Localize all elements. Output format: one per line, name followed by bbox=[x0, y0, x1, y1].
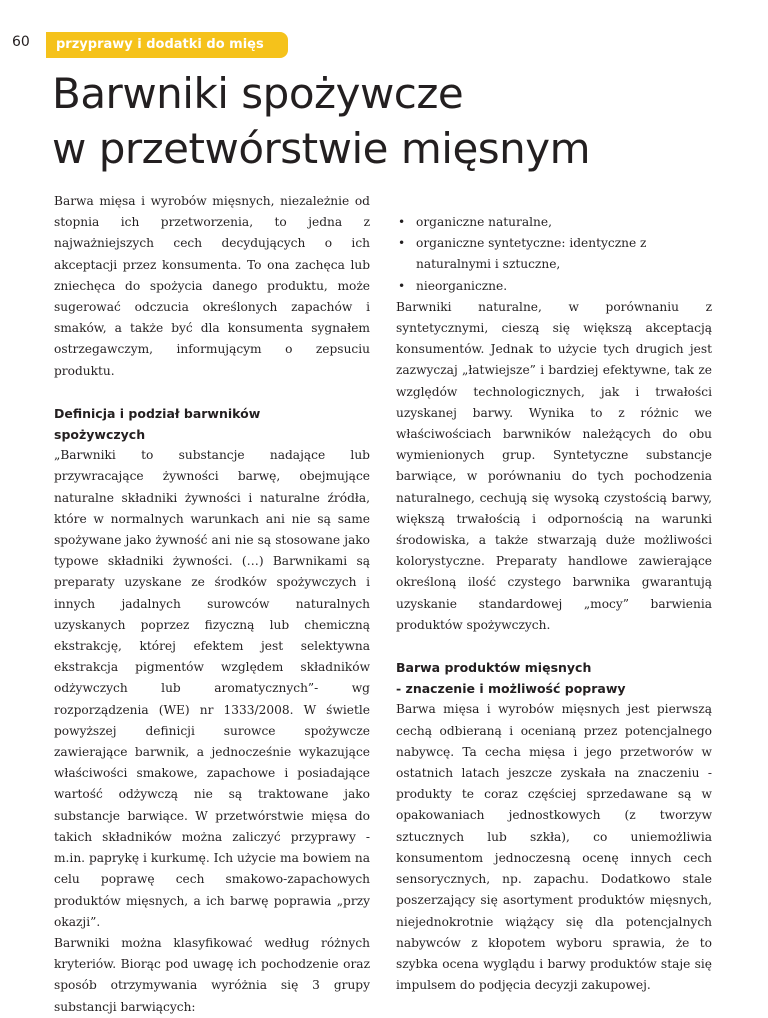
intro-paragraph: Barwa mięsa i wyrobów mięsnych, niezależnie od stopnia ich przetworzenia, to jedna z najważniejszych cech decydujących o ich akceptacji przez konsumenta. To ona zachęca lub zniechęca do spożycia danego produktu, może sugerować odczucia określonych zapachów i smaków, a także być dla konsumenta sygnałem ostrzegawczym, informującym o zepsuciu produktu. bbox=[54, 194, 370, 378]
section1-heading-line1: Definicja i podział barwników bbox=[54, 405, 261, 421]
section2-heading-line2: - znaczenie i możliwość poprawy bbox=[396, 681, 626, 697]
article-title bbox=[52, 66, 732, 176]
bullet-list bbox=[396, 212, 712, 297]
definition-paragraph: „Barwniki to substancje nadające lub przywracające żywności barwę, obejmujące naturalne składniki żywności i naturalne źródła, które w normalnych warunkach ani nie są same spożywane jako żywność ani nie są stosowane jako typowe składniki żywności. (…) Barwnikami są preparaty uzyskane ze środków spożywczych i innych jadalnych surowców naturalnych uzyskanych poprzez fizyczną lub chemiczną ekstrakcję, której efektem jest selektywna ekstrakcja pigmentów względem składników odżywczych lub aromatycznych”- wg rozporządzenia (WE) nr 1333/2008. W świetle powyższej definicji surowce spożywcze zawierające barwnik, a jednocześnie wykazujące właściwości smakowe, zapachowe i posiadające wartość odżywczą nie są traktowane jako substancje barwiące. W przetwórstwie mięsa do takich składników można zaliczyć przyprawy - m.in. paprykę i kurkumę. Ich użycie ma bowiem na celu poprawę cech smakowo-zapachowych produktów mięsnych, a ich barwę poprawia „przy okazji”. bbox=[54, 448, 370, 929]
list-item: • organiczne syntetyczne: identyczne z naturalnymi i sztuczne, bbox=[396, 233, 712, 275]
natural-vs-synthetic-paragraph: Barwniki naturalne, w porównaniu z syntetycznymi, cieszą się większą akceptacją konsumentów. Jednak to użycie tych drugich jest zazwyczaj „łatwiejsze” i bardziej efektywne, tak ze względów technologicznych, jak i trwałości uzyskanej barwy. Wynika to z różnic we właściwościach barwników należących do obu wymienionych grup. Syntetyczne substancje barwiące, w porównaniu do tych pochodzenia naturalnego, cechują się wysoką czystością barwy, większą trwałością i odpornością na warunki środowiska, a także stwarzają duże możliwości kolorystyczne. Preparaty handlowe zawierające określoną ilość czystego barwnika gwarantują uzyskanie standardowej „mocy” barwienia produktów spożywczych. bbox=[396, 299, 712, 632]
classification-paragraph: Barwniki można klasyfikować według różnych kryteriów. Biorąc pod uwagę ich pochodzenie oraz sposób otrzymywania wyróżnia się 3 grupy substancji barwiących: bbox=[54, 935, 370, 1014]
list-item: • organiczne naturalne, bbox=[396, 212, 712, 233]
section1-heading bbox=[54, 403, 370, 445]
section2-heading-line1: Barwa produktów mięsnych bbox=[396, 660, 592, 676]
title-line-1: Barwniki spożywcze bbox=[52, 69, 464, 118]
section1-heading-line2: spożywczych bbox=[54, 427, 146, 443]
section-tag: przyprawy i dodatki do mięs bbox=[46, 32, 288, 58]
right-column bbox=[396, 191, 712, 996]
title-line-2: w przetwórstwie mięsnym bbox=[52, 124, 591, 173]
page-number: 60 bbox=[12, 34, 30, 50]
left-column bbox=[54, 191, 370, 1018]
section2-heading bbox=[396, 657, 712, 699]
list-item: • nieorganiczne. bbox=[396, 276, 712, 297]
color-importance-paragraph: Barwa mięsa i wyrobów mięsnych jest pierwszą cechą odbieraną i ocenianą przez potencjalnego nabywcę. Ta cecha mięsa i jego przetworów w ostatnich latach jeszcze zyskała na znaczeniu - produkty te coraz częściej sprzedawane są w opakowaniach jednostkowych (z tworzyw sztucznych lub szkła), co uniemożliwia konsumentom jednoczesną ocenę innych cech sensorycznych, np. zapachu. Dodatkowo stale poszerzający się asortyment produktów mięsnych, niejednokrotnie wiążący się dla potencjalnych nabywców z kłopotem wyboru sprawia, że to szybka ocena wyglądu i barwy produktów staje się impulsem do podjęcia decyzji zakupowej. bbox=[396, 702, 712, 993]
